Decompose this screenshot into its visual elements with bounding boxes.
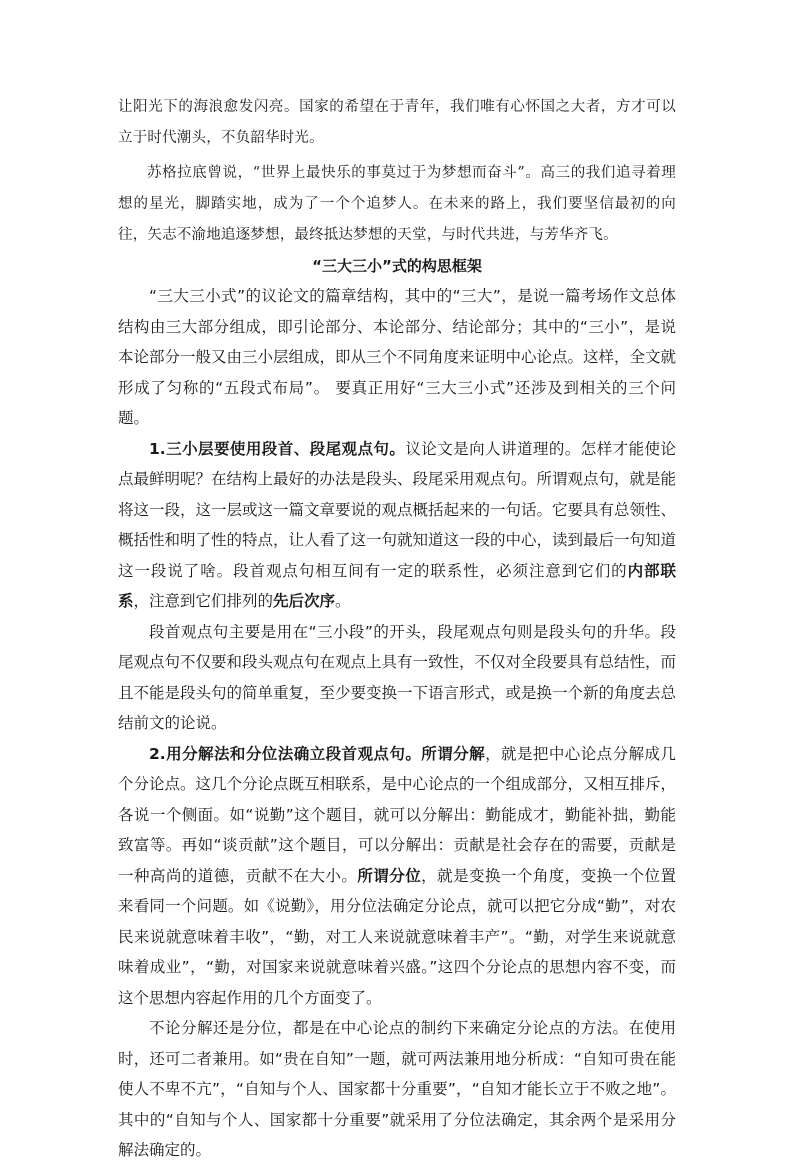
point-2-paragraph (118, 739, 676, 1014)
document-page (118, 92, 676, 1166)
point-1-heading: 1.三小层要使用段首、段尾观点句。 (149, 439, 406, 458)
point-2-heading: 2.用分解法和分位法确立段首观点句。 (149, 744, 422, 763)
text: 。 (335, 592, 351, 610)
paragraph: 让阳光下的海浪愈发闪亮。国家的希望在于青年，我们唯有心怀国之大者，方才可以立于时代潮头，不负韶华时光。 (118, 99, 676, 146)
text: ，注意到它们排列的 (133, 592, 274, 610)
text: ，就是变换一个角度，变换一个位置来看同一个问题。如《说勤》，用分位法确定分论点，就可以把它分成“勤”，对农民来说就意味着丰收”，“勤，对工人来说就意味着丰产”。“勤，对学生来说就意味着成业”，“勤，对国家来说就意味着兴盛。”这四个分论点的思想内容不变，而这个思想内容起作用的几个方面变了。 (118, 866, 676, 1007)
point-1-followup-paragraph: 段首观点句主要是用在“三小段”的开头，段尾观点句则是段头句的升华。段尾观点句不仅要和段头观点句在观点上具有一致性，不仅对全段要具有总结性，而且不能是段头句的简单重复，至少要变换一下语言形式，或是换一个新的角度去总结前文的论说。 (118, 622, 677, 732)
emphasis: 所谓分解 (421, 744, 486, 763)
emphasis: 所谓分位 (357, 866, 422, 885)
previous-essay-ending (118, 92, 676, 251)
intro-paragraph: “三大三小式”的议论文的篇章结构，其中的“三大”，是说一篇考场作文总体结构由三大部分组成，即引论部分、本论部分、结论部分；其中的“三小”，是说本论部分一般又由三小层组成，即从三个不同角度来证明中心论点。这样，全文就形成了匀称的“五段式布局”。 要真正用好“三大三小式”还涉及到相关的三个问题。 (118, 287, 677, 427)
paragraph: 苏格拉底曾说，“世界上最快乐的事莫过于为梦想而奋斗”。高三的我们追寻着理想的星光，脚踏实地，成为了一个个追梦人。在未来的路上，我们要坚信最初的向往，矢志不渝地追逐梦想，最终抵达梦想的天堂，与时代共进，与芳华齐飞。 (118, 165, 676, 243)
text: ，就是把中心论点分解成几个分论点。这几个分论点既互相联系，是中心论点的一个组成部分，又相互排斥，各说一个侧面。如“说勤”这个题目，就可以分解出：勤能成才，勤能补拙，勤能致富等。再如“谈贡献”这个题目，可以分解出：贡献是社会存在的需要，贡献是一种高尚的道德，贡献不在大小。 (118, 744, 677, 885)
text: 议论文是向人讲道理的。怎样才能使论点最鲜明呢？在结构上最好的办法是段头、段尾采用观点句。所谓观点句，就是能将这一段，这一层或这一篇文章要说的观点概括起来的一句话。它要具有总领性、概括性和明了性的特点，让人看了这一句就知道这一段的中心，读到最后一句知道这一段说了啥。段首观点句相互间有一定的联系性，必须注意到它们的 (118, 439, 677, 580)
emphasis: 先后次序 (273, 592, 336, 610)
emphasis: 内部联系 (118, 561, 676, 610)
point-1-paragraph (118, 434, 676, 617)
closing-paragraph: 不论分解还是分位，都是在中心论点的制约下来确定分论点的方法。在使用时，还可二者兼用。如“贵在自知”一题，就可两法兼用地分析成：“自知可贵在能使人不卑不亢”，“自知与个人、国家都十分重要”，“自知才能长立于不败之地”。其中的“自知与个人、国家都十分重要”就采用了分位法确定，其余两个是采用分解法确定的。 (118, 1019, 676, 1159)
article-body (118, 281, 676, 1166)
section-title: “三大三小”式的构思框架 (312, 257, 482, 275)
